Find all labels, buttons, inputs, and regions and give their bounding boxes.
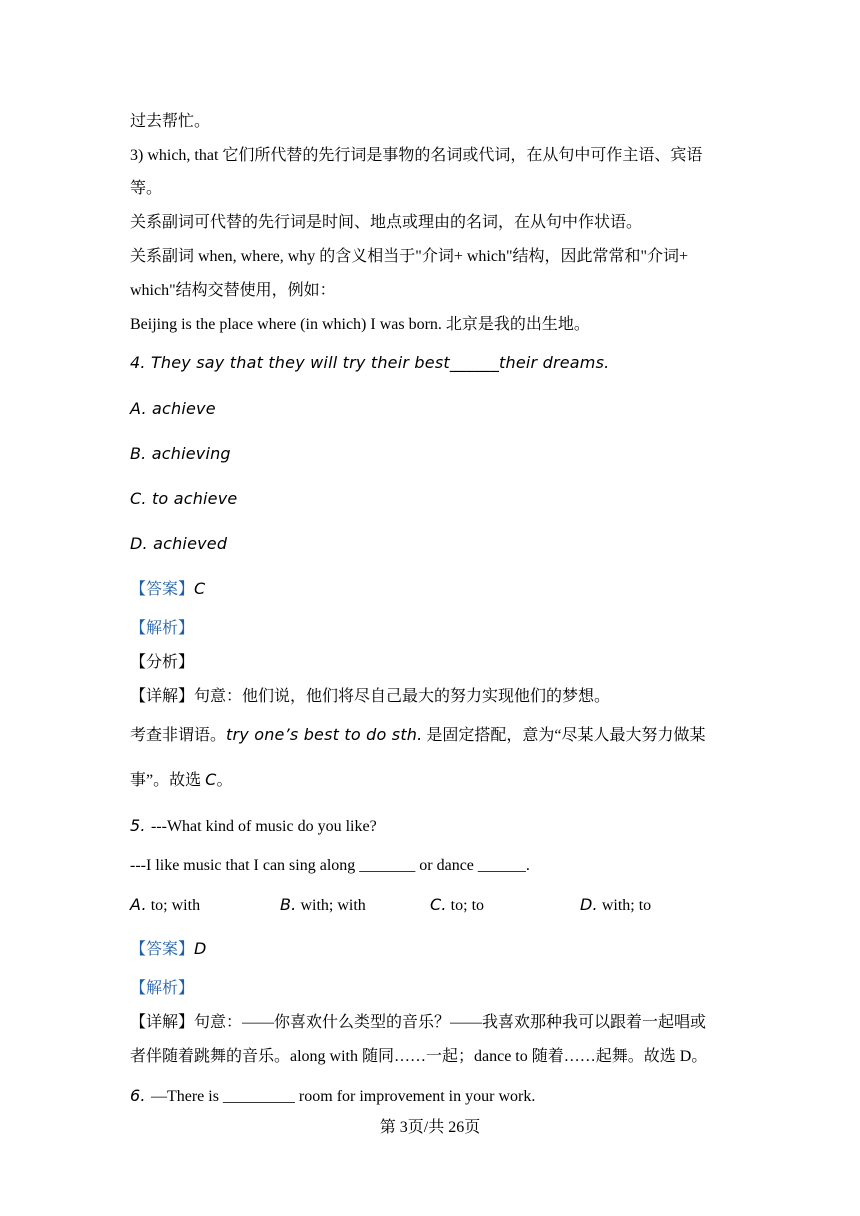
question-5 (130, 816, 377, 837)
detail-label: 【详解】 (130, 688, 195, 705)
option-text: with; with (296, 897, 366, 914)
q4-explanation-2 (130, 770, 233, 791)
text-line: Beijing is the place where (in which) I was born. 北京是我的出生地。 (130, 316, 590, 333)
explain-phrase: try one’s best to do sth. (226, 725, 423, 744)
q5-detail-2: 者伴随着跳舞的音乐。along with 随同……一起；dance to 随着……起舞。故选 D。 (130, 1048, 708, 1065)
option-letter: A. (130, 895, 147, 914)
option-text: with; to (597, 897, 652, 914)
text-line: 关系副词 when, where, why 的含义相当于"介词+ which"结构，因此常常和"介词+ (130, 248, 689, 265)
answer-value: C (194, 579, 206, 598)
q5-analysis-label: 【解析】 (130, 980, 195, 997)
option-letter: D. (580, 895, 598, 914)
q5-option-d (580, 895, 651, 916)
explain2-letter: C (205, 770, 217, 789)
q4-option-d: D. achieved (130, 534, 228, 553)
text-line: 等。 (130, 180, 163, 197)
detail-text: 句意：——你喜欢什么类型的音乐？——我喜欢那种我可以跟着一起唱或 (194, 1014, 707, 1031)
q4-option-a: A. achieve (130, 399, 216, 418)
q4-detail (130, 687, 610, 707)
q4-explanation-1 (130, 725, 706, 746)
explain2-end: 。 (216, 772, 233, 789)
explain-pre: 考查非谓语。 (130, 727, 227, 744)
question-4: 4. They say that they will try their best______their dreams. (130, 353, 610, 372)
q4-option-b: B. achieving (130, 444, 231, 463)
text-line: 关系副词可代替的先行词是时间、地点或理由的名词，在从句中作状语。 (130, 214, 643, 231)
q5-option-b (280, 895, 366, 916)
option-letter: C. (430, 895, 447, 914)
q5-text: ---What kind of music do you like? (150, 818, 377, 835)
explain-post: 是固定搭配，意为“尽某人最大努力做某 (422, 727, 706, 744)
q5-number: 5. (130, 816, 151, 835)
q6-number: 6. (130, 1086, 151, 1105)
answer-value: D (194, 939, 207, 958)
text-line: 过去帮忙。 (130, 113, 211, 130)
q4-fenxi-label: 【分析】 (130, 654, 195, 671)
q4-option-c: C. to achieve (130, 489, 238, 508)
question-6 (130, 1086, 535, 1107)
answer-label: 【答案】 (130, 581, 195, 598)
detail-label: 【详解】 (130, 1014, 195, 1031)
q5-line-2: ---I like music that I can sing along _______ or dance ______. (130, 857, 530, 874)
page-footer: 第 3页/共 26页 (379, 1119, 481, 1136)
q4-answer (130, 579, 205, 600)
option-letter: B. (280, 895, 297, 914)
text-line: which"结构交替使用，例如： (130, 282, 336, 299)
option-text: to; with (146, 897, 201, 914)
explain2-pre: 事”。故选 (130, 772, 206, 789)
q6-text: —There is _________ room for improvement in your work. (150, 1088, 536, 1105)
q5-option-c (430, 895, 484, 916)
q5-answer (130, 939, 207, 960)
q5-detail-1 (130, 1013, 706, 1033)
option-text: to; to (446, 897, 485, 914)
answer-label: 【答案】 (130, 941, 195, 958)
q5-option-a (130, 895, 200, 916)
text-line: 3) which, that 它们所代替的先行词是事物的名词或代词，在从句中可作主语、宾语 (130, 147, 703, 164)
q4-analysis-label: 【解析】 (130, 620, 195, 637)
detail-text: 句意：他们说，他们将尽自己最大的努力实现他们的梦想。 (194, 688, 611, 705)
